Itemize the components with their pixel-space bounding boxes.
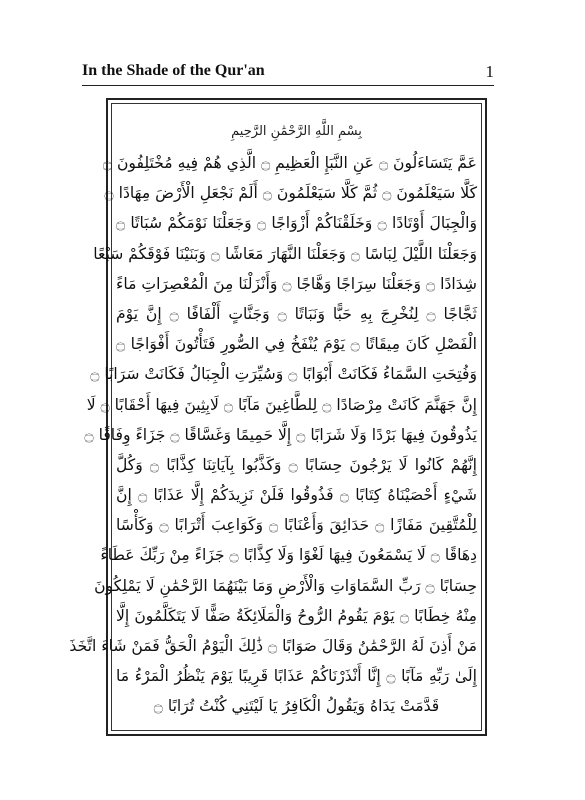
verse-line: وَفُتِحَتِ السَّمَاءُ فَكَانَتْ أَبْوَابًا ۝ وَسُيِّرَتِ الْجِبَالُ فَكَانَتْ سَرَابًا ۝ [90,365,477,384]
verse-line: إِنَّ جَهَنَّمَ كَانَتْ مِرْصَادًا ۝ لِلطَّاغِينَ مَآبًا ۝ لَابِثِينَ فِيهَا أَحْقَابًا ۝ لَا [86,395,477,414]
verse-line: وَالْجِبَالَ أَوْتَادًا ۝ وَخَلَقْنَاكُمْ أَزْوَاجًا ۝ وَجَعَلْنَا نَوْمَكُمْ سُبَاتًا ۝ [116,214,477,233]
verse-frame [69,98,487,736]
basmala: بِسْمِ اللَّهِ الرَّحْمَٰنِ الرَّحِيمِ [231,124,362,139]
verse-line: عَمَّ يَتَسَاءَلُونَ ۝ عَنِ النَّبَإِ الْعَظِيمِ ۝ الَّذِي هُمْ فِيهِ مُخْتَلِفُونَ ۝ [102,154,477,172]
header-rule [82,85,494,86]
verse-line: قَدَّمَتْ يَدَاهُ وَيَقُولُ الْكَافِرُ يَا لَيْتَنِي كُنْتُ تُرَابًا ۝ [153,697,440,716]
verse-line: شَيْءٍ أَحْصَيْنَاهُ كِتَابًا ۝ فَذُوقُوا فَلَنْ نَزِيدَكُمْ إِلَّا عَذَابًا ۝ إِنَّ [116,486,477,505]
running-title: In the Shade of the Qur'an [82,62,265,79]
verse-line: يَذُوقُونَ فِيهَا بَرْدًا وَلَا شَرَابًا ۝ إِلَّا حَمِيمًا وَغَسَّاقًا ۝ جَزَاءً وِفَاقًا ۝ [84,425,477,444]
page-header [82,62,494,84]
verse-line: وَجَعَلْنَا اللَّيْلَ لِبَاسًا ۝ وَجَعَلْنَا النَّهَارَ مَعَاشًا ۝ وَبَنَيْنَا فَوْقَكُمْ سَبْعًا [93,244,477,263]
verse-line: الْفَصْلِ كَانَ مِيقَاتًا ۝ يَوْمَ يُنْفَخُ فِي الصُّورِ فَتَأْتُونَ أَفْوَاجًا ۝ [116,335,478,354]
verse-line: حِسَابًا ۝ رَبِّ السَّمَاوَاتِ وَالْأَرْضِ وَمَا بَيْنَهُمَا الرَّحْمَٰنِ لَا يَمْلِكُونَ [94,576,477,595]
page-number: 1 [485,62,494,81]
verse-line: مَنْ أَذِنَ لَهُ الرَّحْمَٰنُ وَقَالَ صَوَابًا ۝ ذَٰلِكَ الْيَوْمُ الْحَقُّ فَمَنْ شَاءَ اتَّخَذَ [69,637,477,655]
verse-line: إِنَّهُمْ كَانُوا لَا يَرْجُونَ حِسَابًا ۝ وَكَذَّبُوا بِآيَاتِنَا كِذَّابًا ۝ وَكُلَّ [116,455,477,474]
verse-block [69,148,478,722]
verse-line: مِنْهُ خِطَابًا ۝ يَوْمَ يَقُومُ الرُّوحُ وَالْمَلَائِكَةُ صَفًّا لَا يَتَكَلَّمُونَ إِلَّا [116,606,477,625]
verse-line: شِدَادًا ۝ وَجَعَلْنَا سِرَاجًا وَهَّاجًا ۝ وَأَنْزَلْنَا مِنَ الْمُعْصِرَاتِ مَاءً [116,274,477,293]
verse-line: إِلَىٰ رَبِّهِ مَآبًا ۝ إِنَّا أَنْذَرْنَاكُمْ عَذَابًا قَرِيبًا يَوْمَ يَنْظُرُ الْمَرْءُ مَا [116,667,477,686]
verse-line: كَلَّا سَيَعْلَمُونَ ۝ ثُمَّ كَلَّا سَيَعْلَمُونَ ۝ أَلَمْ نَجْعَلِ الْأَرْضَ مِهَادًا ۝ [104,184,477,203]
verse-line: ثَجَّاجًا ۝ لِنُخْرِجَ بِهِ حَبًّا وَنَبَاتًا ۝ وَجَنَّاتٍ أَلْفَافًا ۝ إِنَّ يَوْمَ [116,304,478,323]
verse-line: لِلْمُتَّقِينَ مَفَازًا ۝ حَدَائِقَ وَأَعْنَابًا ۝ وَكَوَاعِبَ أَتْرَابًا ۝ وَكَأْسًا [116,516,477,535]
verse-line: دِهَاقًا ۝ لَا يَسْمَعُونَ فِيهَا لَغْوًا وَلَا كِذَّابًا ۝ جَزَاءً مِنْ رَبِّكَ عَطَاءً [100,546,477,565]
